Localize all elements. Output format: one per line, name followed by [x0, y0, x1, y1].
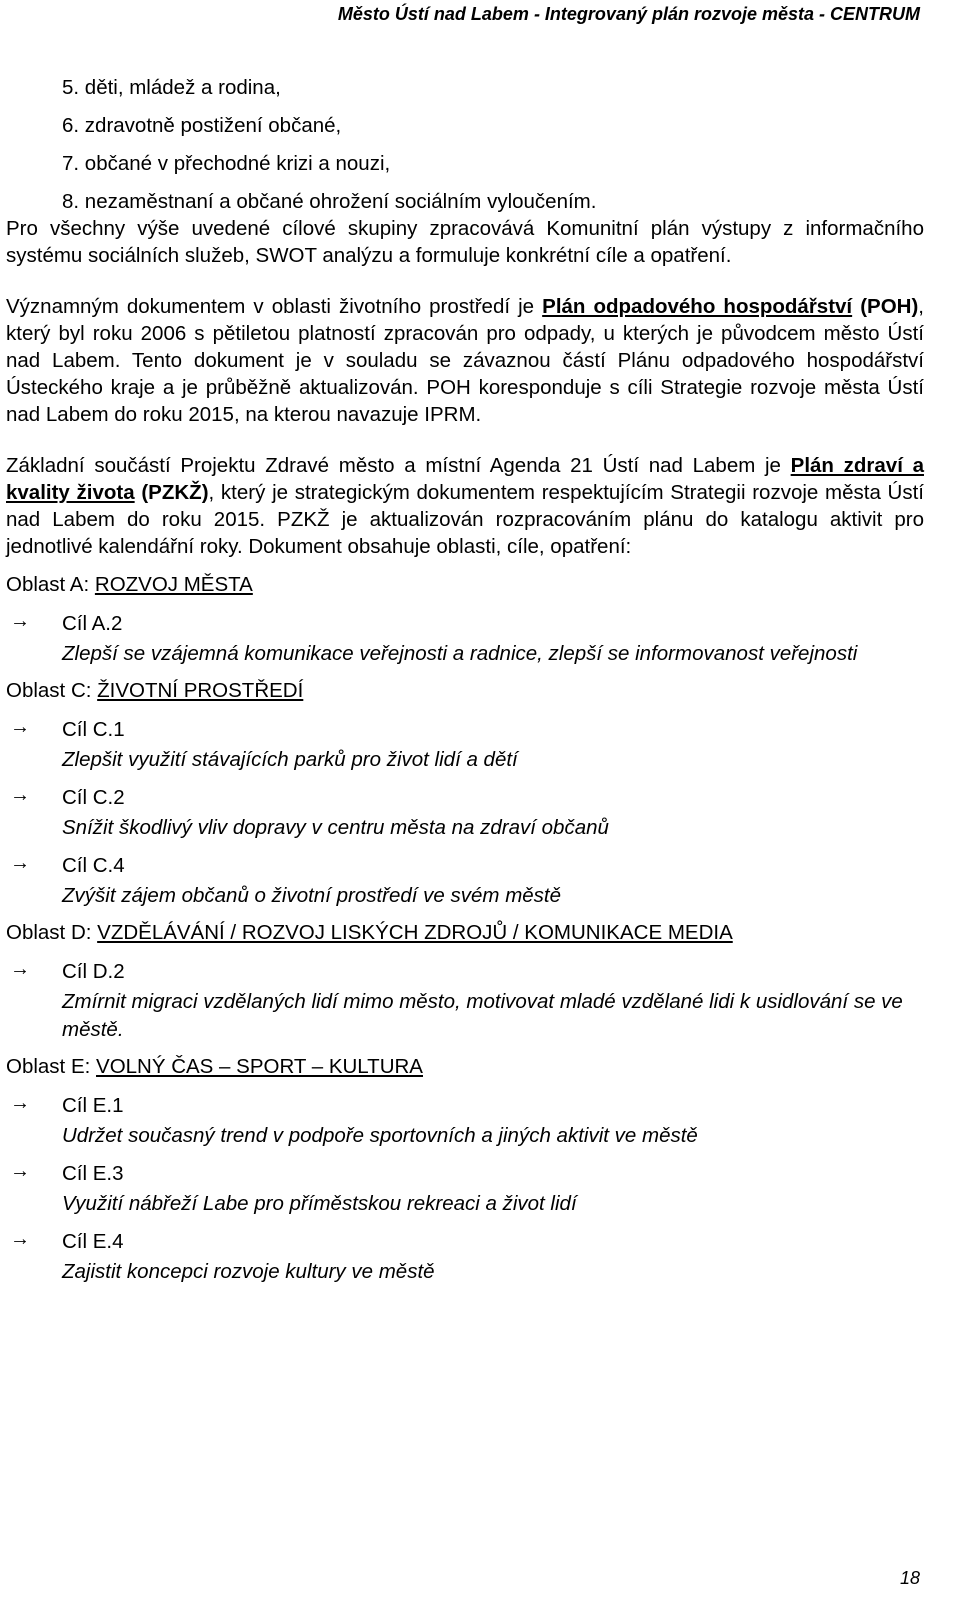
- goal-item: [6, 956, 924, 1044]
- area-heading: [6, 918, 924, 948]
- goal-id: Cíl D.2: [62, 960, 125, 983]
- goal-text: Snížit škodlivý vliv dopravy v centru města na zdraví občanů: [62, 816, 609, 839]
- arrow-icon: →: [10, 852, 30, 874]
- paragraph-waste-plan: [6, 293, 924, 428]
- goal-item: [6, 714, 924, 774]
- area-name: VOLNÝ ČAS – SPORT – KULTURA: [96, 1055, 423, 1078]
- goal-item: [6, 782, 924, 842]
- goal-text: Zmírnit migraci vzdělaných lidí mimo město, motivovat mladé vzdělané lidi k usidlování se ve městě.: [62, 990, 903, 1041]
- goal-id: Cíl E.3: [62, 1162, 124, 1185]
- area-prefix: Oblast D:: [6, 921, 98, 944]
- areas-list: [6, 570, 924, 1286]
- goal-id: Cíl A.2: [62, 612, 123, 635]
- goal-item: [6, 1158, 924, 1218]
- list-item: 7. občané v přechodné krizi a nouzi,: [62, 152, 391, 175]
- arrow-icon: →: [10, 716, 30, 738]
- area-heading: [6, 676, 924, 706]
- goal-item: [6, 608, 924, 668]
- goal-id: Cíl C.4: [62, 854, 125, 877]
- goal-text: Zajistit koncepci rozvoje kultury ve městě: [62, 1260, 435, 1283]
- area-heading: [6, 1052, 924, 1082]
- arrow-icon: →: [10, 610, 30, 632]
- goal-text: Využití nábřeží Labe pro příměstskou rekreaci a život lidí: [62, 1192, 577, 1215]
- arrow-icon: →: [10, 1092, 30, 1114]
- area-name: VZDĚLÁVÁNÍ / ROZVOJ LISKÝCH ZDROJŮ / KOMUNIKACE MEDIA: [97, 921, 733, 944]
- area-prefix: Oblast C:: [6, 679, 98, 702]
- document-abbreviation: (POH): [852, 295, 919, 318]
- list-item: 8. nezaměstnaní a občané ohrožení sociálním vyloučením.: [62, 190, 597, 213]
- target-groups-list: [6, 74, 924, 215]
- arrow-icon: →: [10, 1228, 30, 1250]
- page-number: 18: [899, 1568, 920, 1588]
- arrow-icon: →: [10, 1160, 30, 1182]
- goal-text: Zlepšit využití stávajících parků pro život lidí a dětí: [62, 748, 518, 771]
- list-item: 6. zdravotně postižení občané,: [62, 114, 342, 137]
- paragraph-health-plan: [6, 452, 924, 560]
- goal-item: [6, 850, 924, 910]
- paragraph-text: Základní součástí Projektu Zdravé město a místní Agenda 21 Ústí nad Labem je: [6, 454, 791, 477]
- paragraph-text: , který je strategickým dokumentem respektujícím Strategii rozvoje města Ústí nad Labem do roku 2015. PZKŽ je aktualizován rozpracováním plánu do katalogu aktivit pro jednotlivé kalendářní roky. Dokument obsahuje oblasti, cíle, opatření:: [6, 481, 924, 558]
- goal-text: Zvýšit zájem občanů o životní prostředí ve svém městě: [62, 884, 562, 907]
- document-abbreviation: (PZKŽ): [134, 481, 209, 504]
- arrow-icon: →: [10, 784, 30, 806]
- document-name: Plán zdraví a kvality života: [6, 454, 924, 504]
- goal-id: Cíl C.2: [62, 786, 125, 809]
- goal-id: Cíl C.1: [62, 718, 125, 741]
- document-name: Plán odpadového hospodářství: [542, 295, 853, 318]
- area-heading: [6, 570, 924, 600]
- goal-item: [6, 1226, 924, 1286]
- paragraph-text: Významným dokumentem v oblasti životního prostředí je: [6, 295, 543, 318]
- document-body: [6, 74, 924, 1294]
- goal-text: Udržet současný trend v podpoře sportovních a jiných aktivit ve městě: [62, 1124, 698, 1147]
- area-name: ROZVOJ MĚSTA: [94, 573, 253, 596]
- page-header: Město Ústí nad Labem - Integrovaný plán rozvoje města - CENTRUM: [337, 4, 920, 24]
- paragraph-community-plan: Pro všechny výše uvedené cílové skupiny zpracovává Komunitní plán výstupy z informačního systému sociálních služeb, SWOT analýzu a formuluje konkrétní cíle a opatření.: [6, 217, 924, 267]
- goal-item: [6, 1090, 924, 1150]
- area-prefix: Oblast E:: [6, 1055, 97, 1078]
- goal-text: Zlepší se vzájemná komunikace veřejnosti a radnice, zlepší se informovanost veřejnosti: [62, 642, 858, 665]
- goal-id: Cíl E.4: [62, 1230, 124, 1253]
- list-item: 5. děti, mládež a rodina,: [62, 76, 281, 99]
- arrow-icon: →: [10, 958, 30, 980]
- goal-id: Cíl E.1: [62, 1094, 124, 1117]
- paragraph-text: , který byl roku 2006 s pětiletou platností zpracován pro odpady, u kterých je původcem město Ústí nad Labem. Tento dokument je v souladu se závaznou částí Plánu odpadového hospodářství Ústeckého kraje a je průběžně aktualizován. POH koresponduje s cíli Strategie rozvoje města Ústí nad Labem do roku 2015, na kterou navazuje IPRM.: [6, 295, 924, 426]
- area-name: ŽIVOTNÍ PROSTŘEDÍ: [97, 679, 304, 702]
- area-prefix: Oblast A:: [6, 573, 95, 596]
